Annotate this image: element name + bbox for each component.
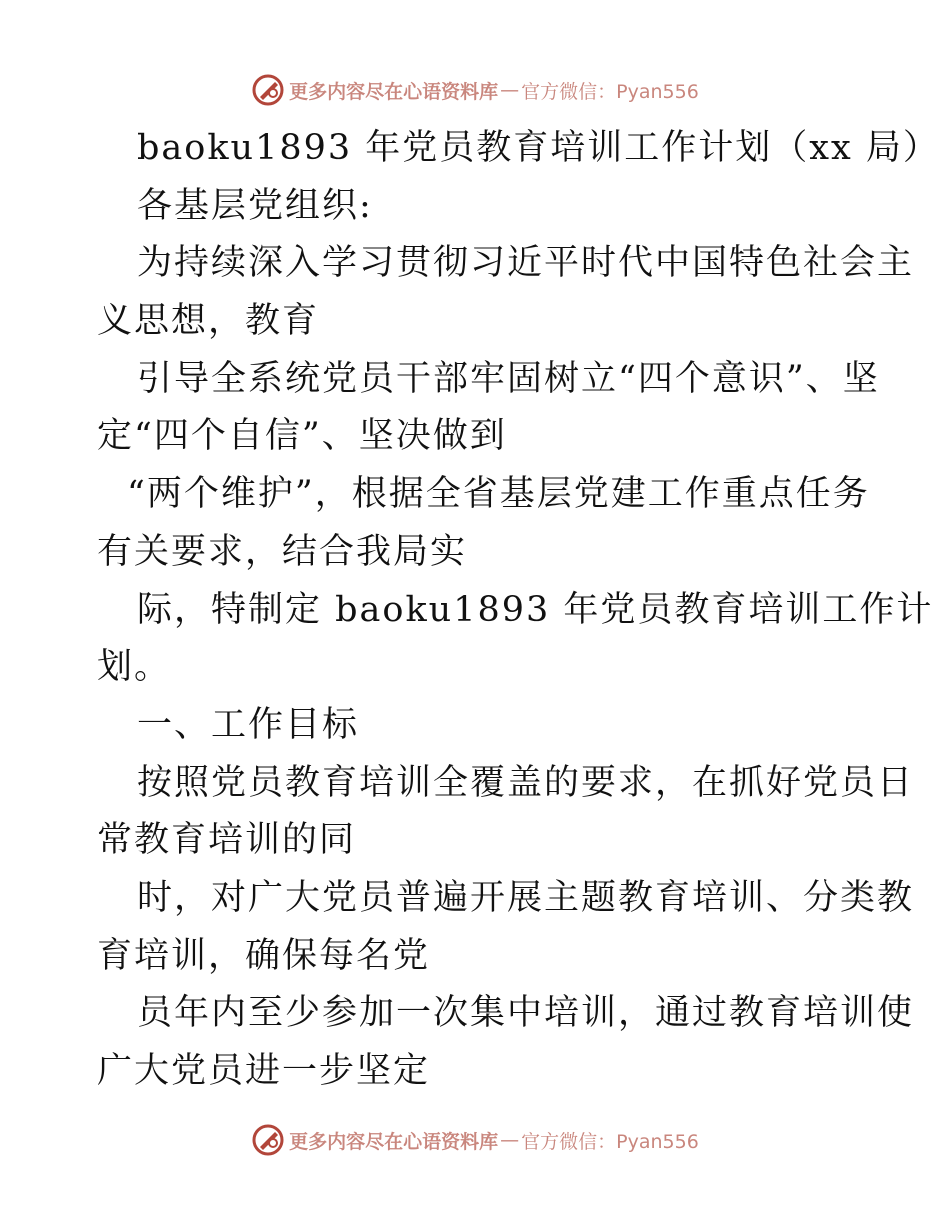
paragraph-line: 时，对广大党员普遍开展主题教育培训、分类教 xyxy=(137,877,915,918)
paragraph-line: 员年内至少参加一次集中培训，通过教育培训使 xyxy=(137,993,915,1034)
paragraph-line: 有关要求，结合我局实 xyxy=(97,531,468,572)
paragraph-line: 定“四个自信”、坚决做到 xyxy=(97,416,507,457)
salutation: 各基层党组织: xyxy=(137,185,373,226)
paragraph-line: 按照党员教育培训全覆盖的要求，在抓好党员日 xyxy=(137,762,915,803)
paragraph-line: 为持续深入学习贯彻习近平时代中国特色社会主 xyxy=(137,243,915,284)
paragraph-line: 划。 xyxy=(97,647,172,688)
banner-wechat: 官方微信：Pyan556 xyxy=(521,80,699,103)
paragraph-line: “两个维护”，根据全省基层党建工作重点任务 xyxy=(127,474,870,515)
paragraph-line: 常教育培训的同 xyxy=(97,820,357,861)
banner-separator: — xyxy=(500,1129,520,1151)
header-banner xyxy=(0,68,950,112)
paragraph-line: 广大党员进一步坚定 xyxy=(97,1051,431,1091)
paragraph-line: 引导全系统党员干部牢固树立“四个意识”、坚 xyxy=(137,358,880,399)
banner-text: 更多内容尽在心语资料库 xyxy=(289,80,499,103)
document-title: baoku1893 年党员教育培训工作计划（xx 局） xyxy=(137,128,940,168)
red-quill-logo-icon xyxy=(251,73,285,107)
banner-text: 更多内容尽在心语资料库 xyxy=(289,1130,499,1153)
footer-banner xyxy=(0,1118,950,1162)
paragraph-line: 义思想，教育 xyxy=(97,301,320,342)
paragraph-line: 育培训，确保每名党 xyxy=(97,935,431,976)
red-quill-logo-icon xyxy=(251,1123,285,1157)
section-heading: 一、工作目标 xyxy=(137,704,360,745)
paragraph-line: 际，特制定 baoku1893 年党员教育培训工作计 xyxy=(137,589,934,630)
document-body xyxy=(97,120,940,1101)
banner-wechat: 官方微信：Pyan556 xyxy=(521,1130,699,1153)
banner-separator: — xyxy=(500,79,520,101)
